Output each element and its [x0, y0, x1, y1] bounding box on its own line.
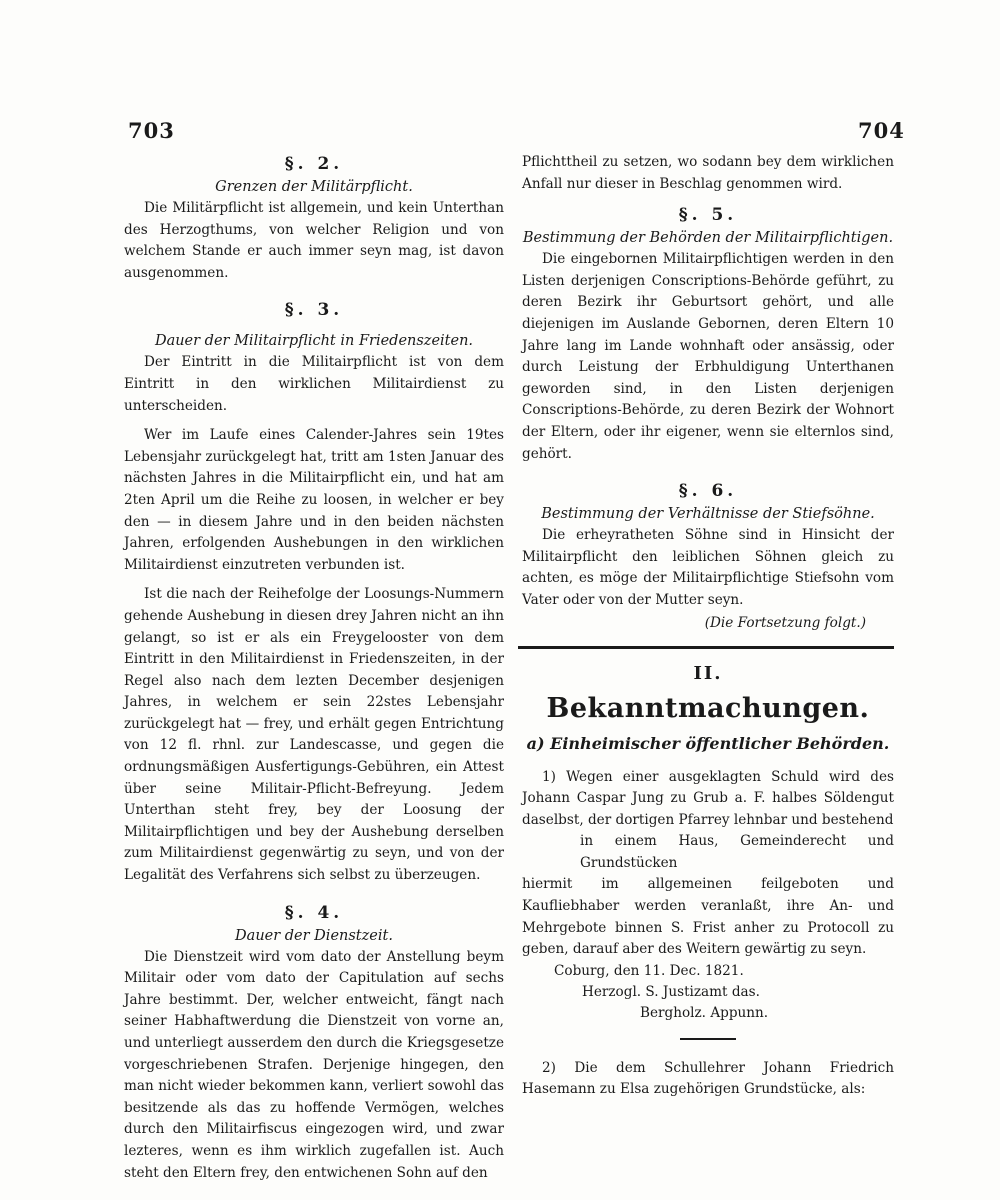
section-6-number: §. 6.	[678, 481, 738, 502]
section-2-text: Die Militärpflicht ist allgemein, und kein Unterthan des Herzogthums, von welcher Religion und von welchem Stande er auch immer seyn mag, ist davon ausgenommen.	[124, 200, 504, 281]
section-5-heading: Bestimmung der Behörden der Militairpflichtigen.	[522, 230, 894, 247]
section-5-text: Die eingebornen Militairpflichtigen werden in den Listen derjenigen Conscriptions-Behörde geführt, zu deren Bezirk ihr Geburtsort gehört, und alle diejenigen im Auslande Gebornen, deren Eltern 10 Jahre lang im Lande wohnhaft oder ansässig, oder durch Leistung der Erbhuldigung Unterthanen geworden sind, in den Listen derjenigen Conscriptions-Behörde, zu deren Bezirk der Wohnort der Eltern, oder ihr eigener, wenn sie elternlos sind, gehört.	[522, 251, 894, 462]
section-4-heading: Dauer der Dienstzeit.	[235, 927, 393, 944]
part-number: II.	[693, 662, 723, 684]
section-2-number: §. 2.	[284, 154, 344, 174]
continuation-text: Pflichttheil zu setzen, wo sodann bey dem wirklichen Anfall nur dieser in Beschlag genommen wird.	[522, 154, 894, 192]
section-2-heading: Grenzen der Militärpflicht.	[215, 179, 413, 195]
announcement-2-text: 2) Die dem Schullehrer Johann Friedrich Hasemann zu Elsa zugehörigen Grundstücke, als:	[522, 1059, 894, 1098]
section-3-heading: Dauer der Militairpflicht in Friedenszeiten.	[154, 333, 474, 350]
announcement-1-signatories: Bergholz. Appunn.	[640, 1004, 769, 1021]
section-divider	[518, 646, 894, 649]
section-6-text: Die erheyratheten Söhne sind in Hinsicht der Militairpflicht den leiblichen Söhnen gleich zu achten, es möge der Militairpflichtige Stiefsohn vom Vater oder von der Mutter seyn.	[522, 527, 894, 608]
announcement-1-date: Coburg, den 11. Dec. 1821.	[554, 962, 744, 979]
announcements-title: Bekanntmachungen.	[546, 692, 870, 724]
section-3-paragraph: Wer im Laufe eines Calender-Jahres sein 19tes Lebensjahr zurückgelegt hat, tritt am 1sten Januar des nächsten Jahres in die Militairpflicht ein, und hat am 2ten April um die Reihe zu loosen, in welcher er bey den — in diesem Jahre und in den beiden nächsten Jahren, erfolgenden Aushebungen in den wirklichen Militairdienst einzutreten verbunden ist.	[124, 427, 504, 573]
section-3-paragraph: Der Eintritt in die Militairpflicht ist von dem Eintritt in den wirklichen Militairdienst zu unterscheiden.	[124, 354, 504, 414]
announcement-1-office: Herzogl. S. Justizamt das.	[582, 983, 760, 1000]
right-column	[522, 152, 894, 1101]
entry-divider	[680, 1038, 736, 1040]
section-4-text: Die Dienstzeit wird vom dato der Anstellung beym Militair oder vom dato der Capitulation auf sechs Jahre bestimmt. Der, welcher entweicht, fängt nach seiner Habhaftwerdung die Dienstzeit von vorne an, und unterliegt ausserdem den durch die Kriegsgesetze vorgeschriebenen Strafen. Derjenige hingegen, den man nicht wieder bekommen kann, verliert sowohl das besitzende als das zu hoffende Vermögen, welches durch den Militairfiscus eingezogen wird, und zwar lezteres, wenn es ihm wirklich zugefallen ist. Auch steht den Eltern frey, den entwichenen Sohn auf den	[124, 948, 504, 1181]
announcement-1-intro: 1) Wegen einer ausgeklagten Schuld wird des Johann Caspar Jung zu Grub a. F. halbes Söldengut daselbst, der dortigen Pfarrey lehnbar und bestehend	[522, 768, 894, 828]
announcement-1-body: hiermit im allgemeinen feilgeboten und Kaufliebhaber werden veranlaßt, ihre An- und Mehrgebote binnen S. Frist anher zu Protocoll zu geben, darauf aber des Weitern gewärtig zu seyn.	[522, 876, 894, 958]
announcement-1-item: in einem Haus, Gemeinderecht und Grundstücken	[580, 833, 894, 871]
page-number-left: 703	[128, 118, 175, 143]
continuation-note: (Die Fortsetzung folgt.)	[704, 614, 866, 631]
section-3-paragraph: Ist die nach der Reihefolge der Loosungs-Nummern gehende Aushebung in diesen drey Jahren nicht an ihn gelangt, so ist er als ein Freygelooster von dem Eintritt in den Militairdienst in Friedenszeiten, in der Regel also nach dem lezten December desjenigen Jahres, in welchem er sein 22stes Lebensjahr zurückgelegt hat — frey, und erhält gegen Entrichtung von 12 fl. rhnl. zur Landescasse, und gegen die ordnungsmäßigen Ausfertigungs-Gebühren, ein Attest über seine Militair-Pflicht-Befreyung. Jedem Unterthan steht frey, bey der Loosung der Militairpflichtigen und bey der Aushebung derselben zum Militairdienst gegenwärtig zu seyn, und von der Legalität des Verfahrens sich selbst zu überzeugen.	[124, 586, 504, 884]
section-5-number: §. 5.	[678, 205, 738, 226]
announcements-subheading: a) Einheimischer öffentlicher Behörden.	[526, 733, 890, 753]
section-4-number: §. 4.	[284, 902, 344, 923]
left-column	[124, 152, 504, 1184]
section-3-number: §. 3.	[284, 300, 344, 321]
section-6-heading: Bestimmung der Verhältnisse der Stiefsöhne.	[541, 506, 875, 523]
page-number-right: 704	[858, 118, 905, 143]
